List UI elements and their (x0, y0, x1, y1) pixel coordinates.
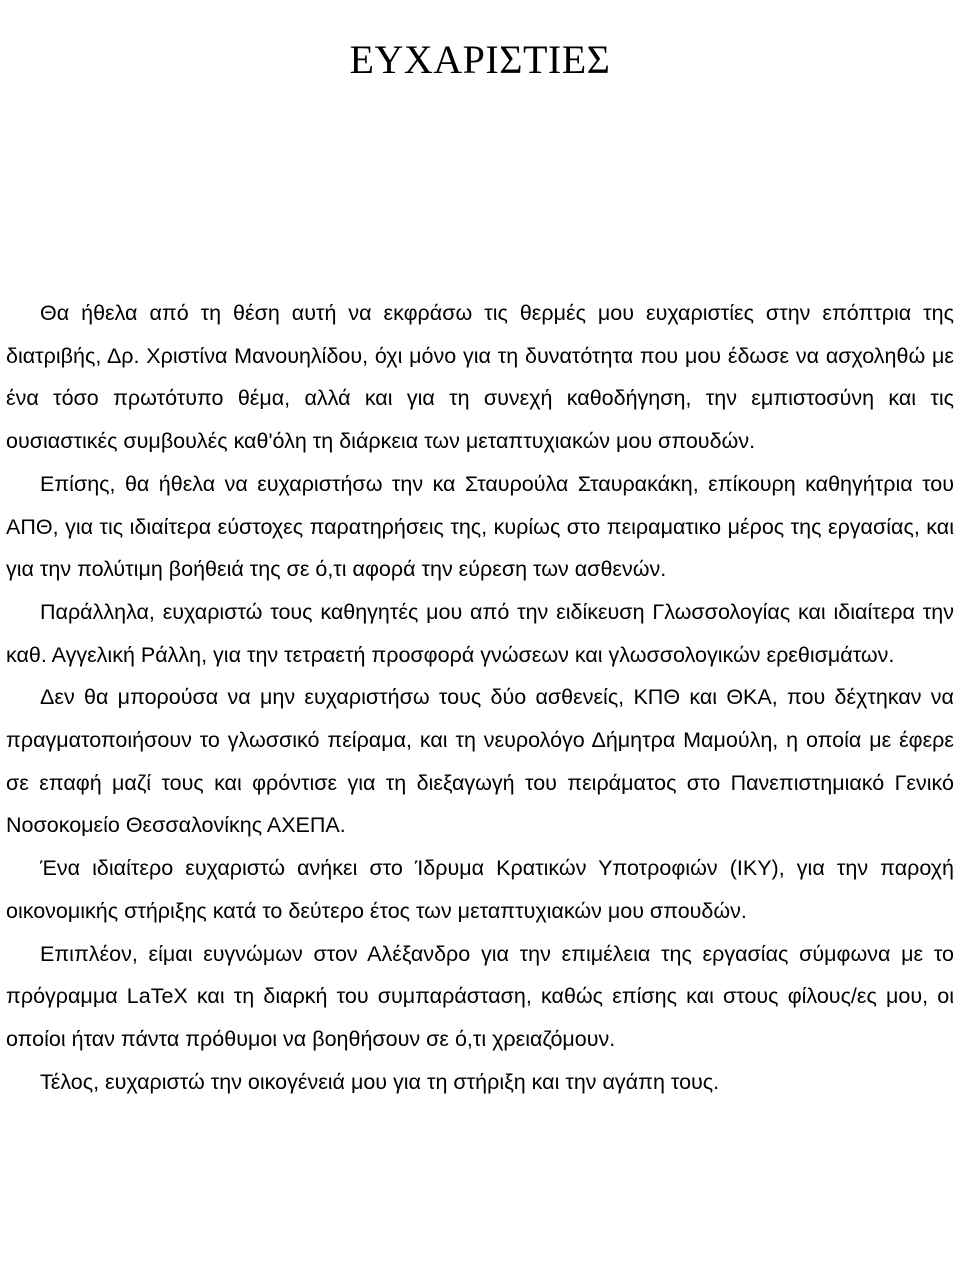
paragraph-friends: Επιπλέον, είμαι ευγνώμων στον Αλέξανδρο για την επιμέλεια της εργασίας σύμφωνα με το πρόγραμμα LaTeX και τη διαρκή του συμπαράσταση, καθώς επίσης και στους φίλους/ες μου, οι οποίοι ήταν πάντα πρόθυμοι να βοηθήσουν σε ό,τι χρειαζόμουν. (6, 941, 954, 1051)
paragraph-professors: Παράλληλα, ευχαριστώ τους καθηγητές μου από την ειδίκευση Γλωσσολογίας και ιδιαίτερα την καθ. Αγγελική Ράλλη, για την τετραετή προσφορά γνώσεων και γλωσσολογικών ερεθισμάτων. (6, 599, 954, 667)
acknowledgements-body (6, 292, 954, 1103)
paragraph-family: Τέλος, ευχαριστώ την οικογένειά μου για τη στήριξη και την αγάπη τους. (40, 1069, 720, 1094)
paragraph-patients: Δεν θα μπορούσα να μην ευχαριστήσω τους δύο ασθενείς, ΚΠΘ και ΘΚΑ, που δέχτηκαν να πραγματοποιήσουν το γλωσσικό πείραμα, και τη νευρολόγο Δήμητρα Μαμούλη, η οποία με έφερε σε επαφή μαζί τους και φρόντισε για τη διεξαγωγή του πειράματος στο Πανεπιστημιακό Γενικό Νοσοκομείο Θεσσαλονίκης ΑΧΕΠΑ. (6, 685, 954, 838)
paragraph-scholarship: Ένα ιδιαίτερο ευχαριστώ ανήκει στο Ίδρυμα Κρατικών Υποτροφιών (ΙΚΥ), για την παροχή οικονομικής στήριξης κατά το δεύτερο έτος των μεταπτυχιακών μου σπουδών. (6, 856, 954, 923)
page-title: ΕΥΧΑΡΙΣΤΙΕΣ (349, 37, 611, 82)
paragraph-assistant-professor: Επίσης, θα ήθελα να ευχαριστήσω την κα Σταυρούλα Σταυρακάκη, επίκουρη καθηγήτρια του ΑΠΘ, για τις ιδιαίτερα εύστοχες παρατηρήσεις της, κυρίως στο πειραματικο μέρος της εργασίας, και για την πολύτιμη βοήθειά της σε ό,τι αφορά την εύρεση των ασθενών. (6, 471, 954, 582)
paragraph-supervisor: Θα ήθελα από τη θέση αυτή να εκφράσω τις θερμές μου ευχαριστίες στην επόπτρια της διατριβής, Δρ. Χριστίνα Μανουηλίδου, όχι μόνο για τη δυνατότητα που μου έδωσε να ασχοληθώ με ένα τόσο πρωτότυπο θέμα, αλλά και για τη συνεχή καθοδήγηση, την εμπιστοσύνη και τις ουσιαστικές συμβουλές καθ'όλη τη διάρκεια των μεταπτυχιακών μου σπουδών. (6, 301, 954, 454)
